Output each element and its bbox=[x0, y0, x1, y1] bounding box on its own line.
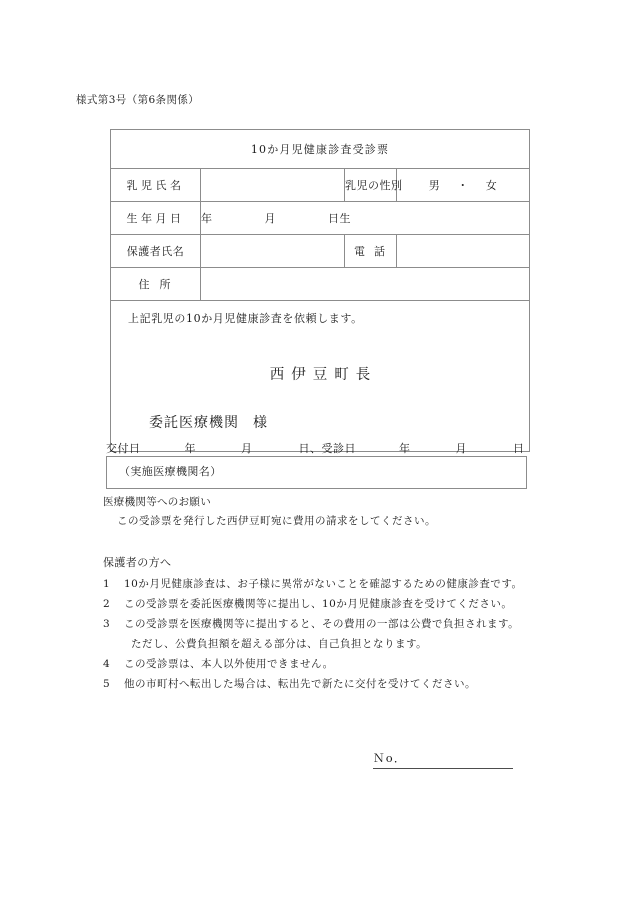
exam-date-label: 受診日 bbox=[321, 442, 356, 455]
table-row-date-of-birth bbox=[111, 202, 530, 235]
infant-name-label: 乳児氏名 bbox=[111, 169, 201, 202]
table-row-guardian-name bbox=[111, 235, 530, 268]
issue-date-day-unit: 日、 bbox=[298, 442, 322, 455]
guardian-note-text: 10か月児健康診査は、お子様に異常がないことを確認するための健康診査です。 bbox=[124, 578, 523, 590]
infant-sex-label: 乳児の性別 bbox=[345, 169, 397, 202]
health-checkup-form-table bbox=[110, 129, 530, 452]
guardian-note-item bbox=[103, 634, 533, 654]
performing-institution-label: （実施医療機関名） bbox=[119, 465, 222, 478]
guardian-note-text: この受診票は、本人以外使用できません。 bbox=[124, 658, 334, 670]
guardian-name-input[interactable] bbox=[201, 235, 345, 268]
table-row-title bbox=[111, 130, 530, 169]
table-row-infant-name bbox=[111, 169, 530, 202]
mayor-title: 西伊豆町長 bbox=[269, 367, 378, 383]
guardian-note-number: 3 bbox=[103, 618, 111, 630]
address-input[interactable] bbox=[201, 268, 530, 301]
guardian-notes-heading: 保護者の方へ bbox=[103, 556, 172, 569]
institution-addressee bbox=[149, 412, 268, 432]
issue-date-year-unit: 年 bbox=[184, 442, 196, 455]
dob-day-unit: 日生 bbox=[328, 212, 351, 225]
guardian-note-text: この受診票を委託医療機関等に提出し、10か月児健康診査を受けてください。 bbox=[124, 598, 513, 610]
issue-and-exam-date-line[interactable] bbox=[106, 440, 525, 456]
form-title: 10か月児健康診査受診票 bbox=[111, 130, 530, 169]
table-row-request-block bbox=[111, 301, 530, 452]
phone-input[interactable] bbox=[397, 235, 530, 268]
issue-date-month-unit: 月 bbox=[241, 442, 253, 455]
sex-separator: ・ bbox=[457, 179, 469, 192]
serial-no-field[interactable] bbox=[373, 750, 513, 769]
guardian-note-number: 4 bbox=[103, 658, 111, 670]
date-of-birth-label: 生年月日 bbox=[111, 202, 201, 235]
guardian-note-item bbox=[103, 574, 533, 594]
exam-date-year-unit: 年 bbox=[399, 442, 411, 455]
serial-no-label: Ｎo． bbox=[373, 751, 407, 765]
addressee-honorific: 様 bbox=[253, 415, 268, 431]
guardian-notes-list bbox=[103, 574, 533, 694]
guardian-note-item bbox=[103, 674, 533, 694]
guardian-note-text: この受診票を医療機関等に提出すると、その費用の一部は公費で負担されます。 bbox=[124, 618, 520, 630]
issue-date-label: 交付日 bbox=[106, 442, 141, 455]
institution-addressee-text: 委託医療機関 bbox=[149, 415, 239, 431]
date-of-birth-input[interactable] bbox=[201, 202, 530, 235]
guardian-note-number: 2 bbox=[103, 598, 111, 610]
guardian-note-number: 5 bbox=[103, 678, 111, 690]
guardian-note-number: 1 bbox=[103, 578, 111, 590]
guardian-name-label: 保護者氏名 bbox=[111, 235, 201, 268]
form-number-label: 様式第3号（第6条関係） bbox=[76, 94, 200, 106]
guardian-note-text: 他の市町村へ転出した場合は、転出先で新たに交付を受けてください。 bbox=[124, 678, 476, 690]
medical-notes-body: この受診票を発行した西伊豆町宛に費用の請求をしてください。 bbox=[117, 515, 436, 527]
sex-option-male[interactable]: 男 bbox=[428, 179, 441, 192]
medical-notes-heading: 医療機関等へのお願い bbox=[103, 496, 211, 508]
dob-year-unit: 年 bbox=[201, 212, 213, 225]
infant-name-input[interactable] bbox=[201, 169, 345, 202]
request-block bbox=[111, 301, 530, 452]
address-label: 住所 bbox=[111, 268, 201, 301]
dob-month-unit: 月 bbox=[264, 212, 276, 225]
guardian-note-item bbox=[103, 614, 533, 634]
guardian-note-text: ただし、公費負担額を超える部分は、自己負担となります。 bbox=[131, 638, 428, 650]
guardian-note-item bbox=[103, 594, 533, 614]
guardian-note-item bbox=[103, 654, 533, 674]
phone-label: 電話 bbox=[345, 235, 397, 268]
performing-institution-box[interactable] bbox=[106, 456, 527, 489]
request-statement: 上記乳児の10か月児健康診査を依頼します。 bbox=[128, 312, 363, 325]
exam-date-month-unit: 月 bbox=[455, 442, 467, 455]
sex-option-female[interactable]: 女 bbox=[485, 179, 498, 192]
infant-sex-choice[interactable] bbox=[397, 169, 530, 202]
table-row-address bbox=[111, 268, 530, 301]
exam-date-day-unit: 日 bbox=[513, 442, 525, 455]
